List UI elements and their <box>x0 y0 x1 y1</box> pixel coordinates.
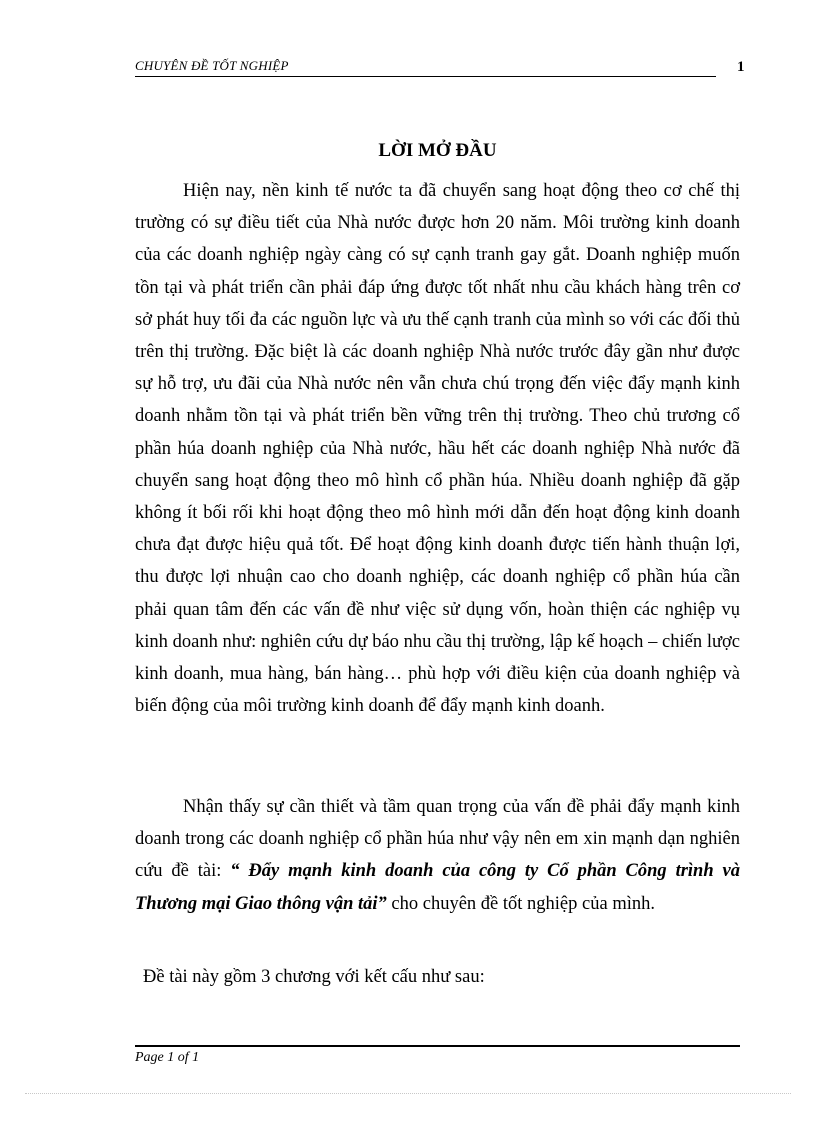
paragraph-topic-intro: Nhận thấy sự cần thiết và tầm quan trọng của vấn đề phải đẩy mạnh kinh doanh trong các doanh nghiệp cổ phần húa như vậy nên em xin mạnh dạn nghiên cứu đề tài: <box>135 797 740 882</box>
footer-divider <box>135 1045 740 1047</box>
paragraph-structure: Đề tài này gồm 3 chương với kết cấu như sau: <box>143 967 485 987</box>
paragraph-topic <box>135 791 740 920</box>
header-title: CHUYÊN ĐỀ TỐT NGHIỆP <box>135 58 289 73</box>
page-edge-divider <box>25 1093 791 1094</box>
footer-page-label: Page 1 of 1 <box>135 1050 200 1065</box>
paragraph-topic-outro: cho chuyên đề tốt nghiệp của mình. <box>386 893 655 914</box>
page-number: 1 <box>737 59 745 75</box>
paragraph-intro: Hiện nay, nền kinh tế nước ta đã chuyển sang hoạt động theo cơ chế thị trường có sự điều tiết của Nhà nước được hơn 20 năm. Môi trường kinh doanh của các doanh nghiệp ngày càng có sự cạnh tranh gay gắt. Doanh nghiệp muốn tồn tại và phát triển cần phải đáp ứng được tốt nhất nhu cầu khách hàng trên cơ sở phát huy tối đa các nguồn lực và ưu thế cạnh tranh của mình so với các đối thủ trên thị trường. Đặc biệt là các doanh nghiệp Nhà nước trước đây gần như được sự hỗ trợ, ưu đãi của Nhà nước nên vẫn chưa chú trọng đến việc đẩy mạnh kinh doanh nhằm tồn tại và phát triển bền vững trên thị trường. Theo chủ trương cổ phần húa doanh nghiệp của Nhà nước, hầu hết các doanh nghiệp Nhà nước đã chuyển sang hoạt động theo mô hình cổ phần húa. Nhiều doanh nghiệp đã gặp không ít bối rối khi hoạt động theo mô hình mới dẫn đến hoạt động kinh doanh chưa đạt được hiệu quả tốt. Để hoạt động kinh doanh được tiến hành thuận lợi, thu được lợi nhuận cao cho doanh nghiệp, các doanh nghiệp cổ phần húa cần phải quan tâm đến các vấn đề như việc sử dụng vốn, hoàn thiện các nghiệp vụ kinh doanh như: nghiên cứu dự báo nhu cầu thị trường, lập kế hoạch – chiến lược kinh doanh, mua hàng, bán hàng… phù hợp với điều kiện của doanh nghiệp và biến động của môi trường kinh doanh để đẩy mạnh kinh doanh. <box>135 181 740 717</box>
page-header <box>135 56 716 77</box>
section-heading: LỜI MỞ ĐẦU <box>378 140 497 161</box>
thesis-topic-title: “ Đẩy mạnh kinh doanh của công ty Cổ phần Công trình và Thương mại Giao thông vận tải” <box>135 861 740 914</box>
